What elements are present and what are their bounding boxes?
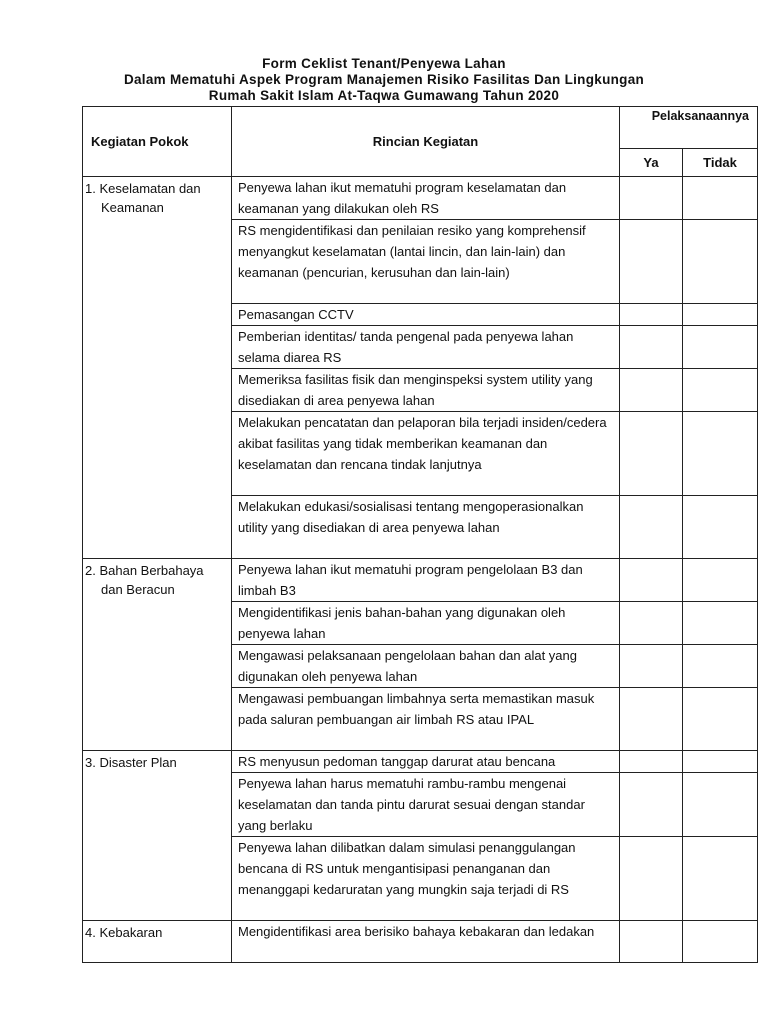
- checkbox-tidak-cell[interactable]: [683, 837, 758, 921]
- kegiatan-pokok-cell: [83, 921, 232, 963]
- checkbox-ya-cell[interactable]: [620, 559, 683, 602]
- rincian-kegiatan-cell: Pemberian identitas/ tanda pengenal pada penyewa lahan selama diarea RS: [232, 326, 620, 369]
- rincian-kegiatan-cell: RS mengidentifikasi dan penilaian resiko yang komprehensif menyangkut keselamatan (lantai lincin, dan lain-lain) dan keamanan (pencurian, kerusuhan dan lain-lain): [232, 220, 620, 304]
- checkbox-ya-cell[interactable]: [620, 751, 683, 773]
- rincian-kegiatan-cell: Penyewa lahan harus mematuhi rambu-rambu mengenai keselamatan dan tanda pintu darurat sesuai dengan standar yang berlaku: [232, 773, 620, 837]
- checkbox-ya-cell[interactable]: [620, 369, 683, 412]
- checkbox-tidak-cell[interactable]: [683, 369, 758, 412]
- checkbox-ya-cell[interactable]: [620, 773, 683, 837]
- checklist-table: [82, 106, 758, 963]
- rincian-kegiatan-cell: Memeriksa fasilitas fisik dan menginspeksi system utility yang disediakan di area penyewa lahan: [232, 369, 620, 412]
- checkbox-tidak-cell[interactable]: [683, 688, 758, 751]
- rincian-kegiatan-cell: Mengidentifikasi area berisiko bahaya kebakaran dan ledakan: [232, 921, 620, 963]
- checkbox-tidak-cell[interactable]: [683, 751, 758, 773]
- header-ya: Ya: [620, 149, 683, 177]
- checkbox-tidak-cell[interactable]: [683, 602, 758, 645]
- header-rincian-kegiatan: Rincian Kegiatan: [232, 107, 620, 177]
- kegiatan-pokok-label: 3. Disaster Plan: [85, 755, 177, 770]
- rincian-kegiatan-cell: Mengawasi pembuangan limbahnya serta memastikan masuk pada saluran pembuangan air limbah RS atau IPAL: [232, 688, 620, 751]
- checkbox-ya-cell[interactable]: [620, 645, 683, 688]
- rincian-kegiatan-cell: RS menyusun pedoman tanggap darurat atau bencana: [232, 751, 620, 773]
- kegiatan-pokok-label: 4. Kebakaran: [85, 925, 163, 940]
- checkbox-tidak-cell[interactable]: [683, 412, 758, 496]
- checkbox-tidak-cell[interactable]: [683, 326, 758, 369]
- header-pelaksanaan: Pelaksanaannya: [620, 107, 758, 149]
- checkbox-tidak-cell[interactable]: [683, 559, 758, 602]
- table-row: [83, 921, 758, 963]
- kegiatan-pokok-cell: [83, 559, 232, 751]
- kegiatan-pokok-cell: [83, 177, 232, 559]
- checkbox-tidak-cell[interactable]: [683, 177, 758, 220]
- header-tidak: Tidak: [683, 149, 758, 177]
- rincian-kegiatan-cell: Penyewa lahan dilibatkan dalam simulasi penanggulangan bencana di RS untuk mengantisipasi penanganan dan menanggapi kedaruratan yang mungkin saja terjadi di RS: [232, 837, 620, 921]
- checkbox-tidak-cell[interactable]: [683, 921, 758, 963]
- checkbox-tidak-cell[interactable]: [683, 304, 758, 326]
- checkbox-ya-cell[interactable]: [620, 688, 683, 751]
- rincian-kegiatan-cell: Melakukan edukasi/sosialisasi tentang mengoperasionalkan utility yang disediakan di area penyewa lahan: [232, 496, 620, 559]
- rincian-kegiatan-cell: Penyewa lahan ikut mematuhi program keselamatan dan keamanan yang dilakukan oleh RS: [232, 177, 620, 220]
- rincian-kegiatan-cell: Penyewa lahan ikut mematuhi program pengelolaan B3 dan limbah B3: [232, 559, 620, 602]
- checkbox-ya-cell[interactable]: [620, 326, 683, 369]
- checkbox-ya-cell[interactable]: [620, 304, 683, 326]
- rincian-kegiatan-cell: Pemasangan CCTV: [232, 304, 620, 326]
- checkbox-ya-cell[interactable]: [620, 496, 683, 559]
- kegiatan-pokok-label: 2. Bahan Berbahaya dan Beracun: [85, 563, 204, 597]
- rincian-kegiatan-cell: Melakukan pencatatan dan pelaporan bila terjadi insiden/cedera akibat fasilitas yang tidak memberikan keamanan dan keselamatan dan rencana tindak lanjutnya: [232, 412, 620, 496]
- checkbox-ya-cell[interactable]: [620, 412, 683, 496]
- checkbox-tidak-cell[interactable]: [683, 220, 758, 304]
- checkbox-tidak-cell[interactable]: [683, 496, 758, 559]
- kegiatan-pokok-label: 1. Keselamatan dan Keamanan: [85, 181, 201, 215]
- checkbox-tidak-cell[interactable]: [683, 773, 758, 837]
- table-row: [83, 559, 758, 602]
- header-kegiatan-pokok: Kegiatan Pokok: [83, 107, 232, 177]
- form-hospital-year: Rumah Sakit Islam At-Taqwa Gumawang Tahun 2020: [208, 88, 560, 103]
- rincian-kegiatan-cell: Mengidentifikasi jenis bahan-bahan yang digunakan oleh penyewa lahan: [232, 602, 620, 645]
- checklist-body: [83, 177, 758, 963]
- form-subtitle: Dalam Mematuhi Aspek Program Manajemen Risiko Fasilitas Dan Lingkungan: [123, 72, 645, 87]
- checkbox-ya-cell[interactable]: [620, 921, 683, 963]
- checkbox-ya-cell[interactable]: [620, 177, 683, 220]
- rincian-kegiatan-cell: Mengawasi pelaksanaan pengelolaan bahan dan alat yang digunakan oleh penyewa lahan: [232, 645, 620, 688]
- checkbox-ya-cell[interactable]: [620, 602, 683, 645]
- checkbox-ya-cell[interactable]: [620, 837, 683, 921]
- form-title: Form Ceklist Tenant/Penyewa Lahan: [262, 56, 506, 71]
- table-row: [83, 751, 758, 773]
- checkbox-ya-cell[interactable]: [620, 220, 683, 304]
- kegiatan-pokok-cell: [83, 751, 232, 921]
- table-row: [83, 177, 758, 220]
- checkbox-tidak-cell[interactable]: [683, 645, 758, 688]
